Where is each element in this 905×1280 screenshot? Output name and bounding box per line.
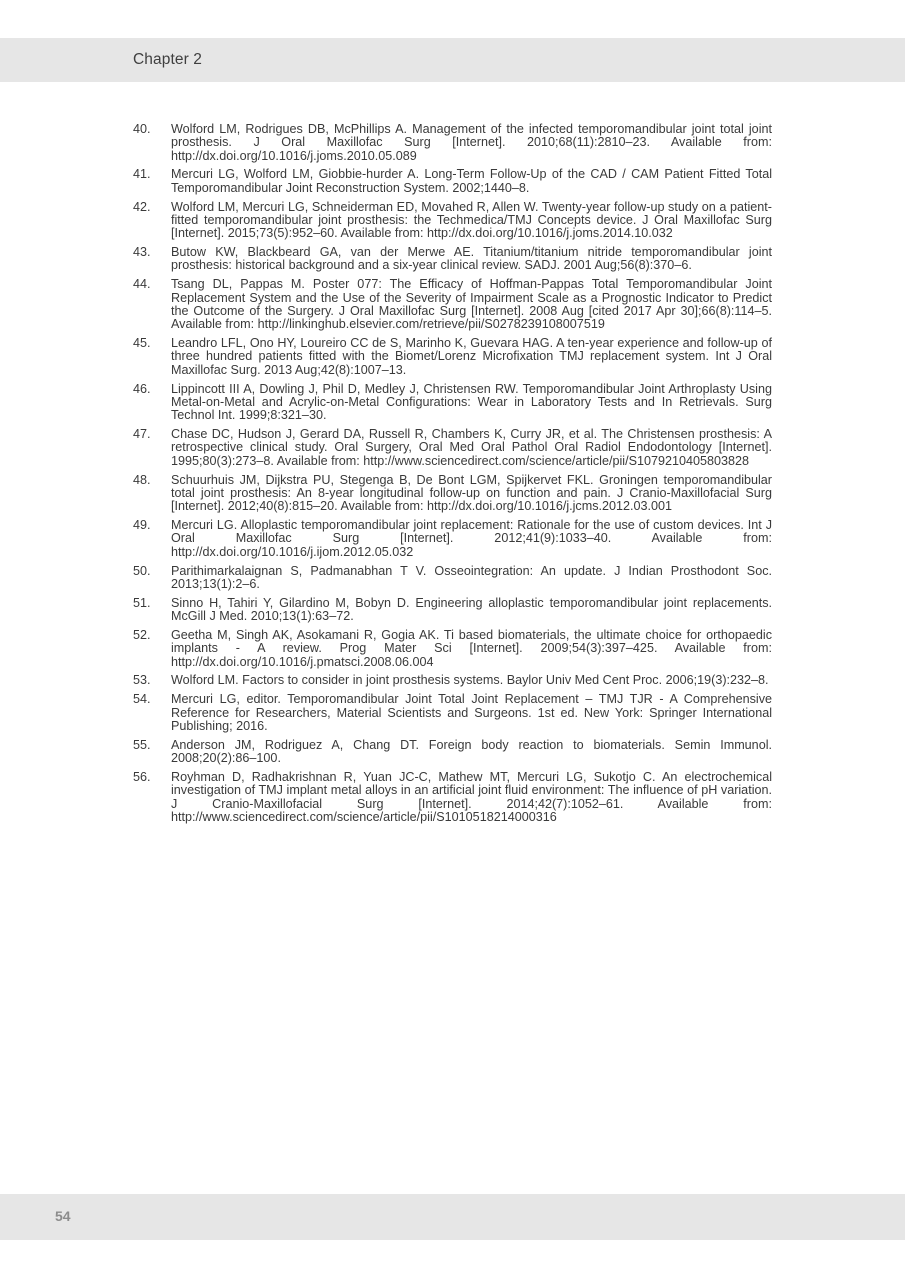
- reference-text: Leandro LFL, Ono HY, Loureiro CC de S, Marinho K, Guevara HAG. A ten-year experience and follow-up of three hundred patients fitted with the Biomet/Lorenz Microfixation TMJ replacement system. Int J Oral Maxillofac Surg. 2013 Aug;42(8):1007–13.: [171, 336, 772, 377]
- reference-number: 42.: [133, 199, 151, 214]
- reference-item: [133, 168, 772, 195]
- reference-item: [133, 597, 772, 624]
- reference-text: Geetha M, Singh AK, Asokamani R, Gogia AK. Ti based biomaterials, the ultimate choice for orthopaedic implants - A review. Prog Mater Sci [Internet]. 2009;54(3):397–425. Available from: http://dx.doi.org/10.1016/j.pmatsci.2008.06.004: [171, 627, 772, 669]
- reference-text: Anderson JM, Rodriguez A, Chang DT. Foreign body reaction to biomaterials. Semin Immunol. 2008;20(2):86–100.: [171, 737, 772, 766]
- reference-number: 47.: [133, 427, 151, 442]
- reference-text: Royhman D, Radhakrishnan R, Yuan JC-C, Mathew MT, Mercuri LG, Sukotjo C. An electrochemical investigation of TMJ implant metal alloys in an artificial joint fluid environment: The influence of pH variation. J Cranio-Maxillofacial Surg [Internet]. 2014;42(7):1052–61. Available from: http://www.sciencedirect.com/science/article/pii/S1010518214000316: [171, 769, 772, 824]
- reference-number: 54.: [133, 692, 151, 707]
- reference-item: [133, 674, 772, 687]
- reference-text: Wolford LM, Mercuri LG, Schneiderman ED, Movahed R, Allen W. Twenty-year follow-up study on a patient-fitted temporomandibular joint prosthesis: the Techmedica/TMJ Concepts device. J Oral Maxillofac Surg [Internet]. 2015;73(5):952–60. Available from: http://dx.doi.org/10.1016/j.joms.2014.10.032: [171, 199, 772, 241]
- reference-text: Wolford LM. Factors to consider in joint prosthesis systems. Baylor Univ Med Cent Proc. 2006;19(3):232–8.: [171, 673, 769, 688]
- page-number: 54: [55, 1208, 71, 1224]
- reference-item: [133, 123, 772, 163]
- reference-item: [133, 565, 772, 592]
- reference-number: 41.: [133, 167, 151, 182]
- reference-item: [133, 771, 772, 824]
- reference-item: [133, 474, 772, 514]
- reference-text: Tsang DL, Pappas M. Poster 077: The Efficacy of Hoffman-Pappas Total Temporomandibular Joint Replacement System and the Use of the Severity of Impairment Scale as a Prognostic Indicator to Predict the Outcome of the Surgery. J Oral Maxillofac Surg [Internet]. 2008 Aug [cited 2017 Apr 30];66(8):114–5. Available from: http://linkinghub.elsevier.com/retrieve/pii/S0278239108007519: [171, 277, 772, 332]
- reference-number: 44.: [133, 277, 151, 292]
- reference-text: Butow KW, Blackbeard GA, van der Merwe AE. Titanium/titanium nitride temporomandibular joint prosthesis: historical background and a six-year clinical review. SADJ. 2001 Aug;56(8):370–6.: [171, 245, 772, 273]
- reference-number: 43.: [133, 245, 151, 260]
- reference-text: Sinno H, Tahiri Y, Gilardino M, Bobyn D. Engineering alloplastic temporomandibular joint replacements. McGill J Med. 2010;13(1):63–72.: [171, 595, 772, 624]
- reference-text: Schuurhuis JM, Dijkstra PU, Stegenga B, De Bont LGM, Spijkervet FKL. Groningen temporomandibular total joint prosthesis: An 8-year longitudinal follow-up on function and pain. J Cranio-Maxillofacial Surg [Internet]. 2012;40(8):815–20. Available from: http://dx.doi.org/10.1016/j.jcms.2012.03.001: [171, 472, 772, 514]
- reference-number: 49.: [133, 518, 151, 533]
- reference-number: 50.: [133, 563, 151, 578]
- reference-text: Mercuri LG, editor. Temporomandibular Joint Total Joint Replacement – TMJ TJR - A Comprehensive Reference for Researchers, Material Scientists and Surgeons. 1st ed. New York: Springer International Publishing; 2016.: [171, 692, 772, 733]
- reference-item: [133, 739, 772, 766]
- reference-item: [133, 201, 772, 241]
- reference-item: [133, 629, 772, 669]
- running-header: [0, 38, 905, 82]
- reference-number: 40.: [133, 122, 151, 136]
- reference-number: 52.: [133, 627, 151, 642]
- reference-number: 51.: [133, 595, 151, 610]
- reference-number: 53.: [133, 673, 151, 688]
- reference-item: [133, 519, 772, 559]
- reference-item: [133, 337, 772, 377]
- reference-text: Chase DC, Hudson J, Gerard DA, Russell R, Chambers K, Curry JR, et al. The Christensen prosthesis: A retrospective clinical study. Oral Surgery, Oral Med Oral Pathol Oral Radiol Endodontology [Internet]. 1995;80(3):273–8. Available from: http://www.sciencedirect.com/science/article/pii/S1079210405803828: [171, 427, 772, 468]
- reference-number: 48.: [133, 472, 151, 487]
- chapter-title: Chapter 2: [133, 51, 202, 68]
- page-footer: [0, 1194, 905, 1240]
- reference-number: 55.: [133, 737, 151, 752]
- reference-item: [133, 693, 772, 733]
- reference-item: [133, 428, 772, 468]
- reference-text: Lippincott III A, Dowling J, Phil D, Medley J, Christensen RW. Temporomandibular Joint Arthroplasty Using Metal-on-Metal and Acrylic-on-Metal Configurations: Wear in Laboratory Tests and In Retrievals. Surg Technol Int. 1999;8:321–30.: [171, 381, 772, 423]
- reference-item: [133, 383, 772, 423]
- reference-text: Parithimarkalaignan S, Padmanabhan T V. Osseointegration: An update. J Indian Prosthodont Soc. 2013;13(1):2–6.: [171, 563, 772, 591]
- reference-number: 45.: [133, 336, 151, 351]
- reference-item: [133, 278, 772, 331]
- reference-number: 56.: [133, 769, 151, 784]
- reference-text: Wolford LM, Rodrigues DB, McPhillips A. Management of the infected temporomandibular joint total joint prosthesis. J Oral Maxillofac Surg [Internet]. 2010;68(11):2810–23. Available from: http://dx.doi.org/10.1016/j.joms.2010.05.089: [171, 122, 772, 163]
- reference-item: [133, 246, 772, 273]
- reference-text: Mercuri LG, Wolford LM, Giobbie-hurder A. Long-Term Follow-Up of the CAD / CAM Patient Fitted Total Temporomandibular Joint Reconstruction System. 2002;1440–8.: [171, 167, 772, 195]
- reference-number: 46.: [133, 381, 151, 396]
- reference-text: Mercuri LG. Alloplastic temporomandibular joint replacement: Rationale for the use of custom devices. Int J Oral Maxillofac Surg [Internet]. 2012;41(9):1033–40. Available from: http://dx.doi.org/10.1016/j.ijom.2012.05.032: [171, 518, 772, 559]
- reference-list: [133, 123, 772, 830]
